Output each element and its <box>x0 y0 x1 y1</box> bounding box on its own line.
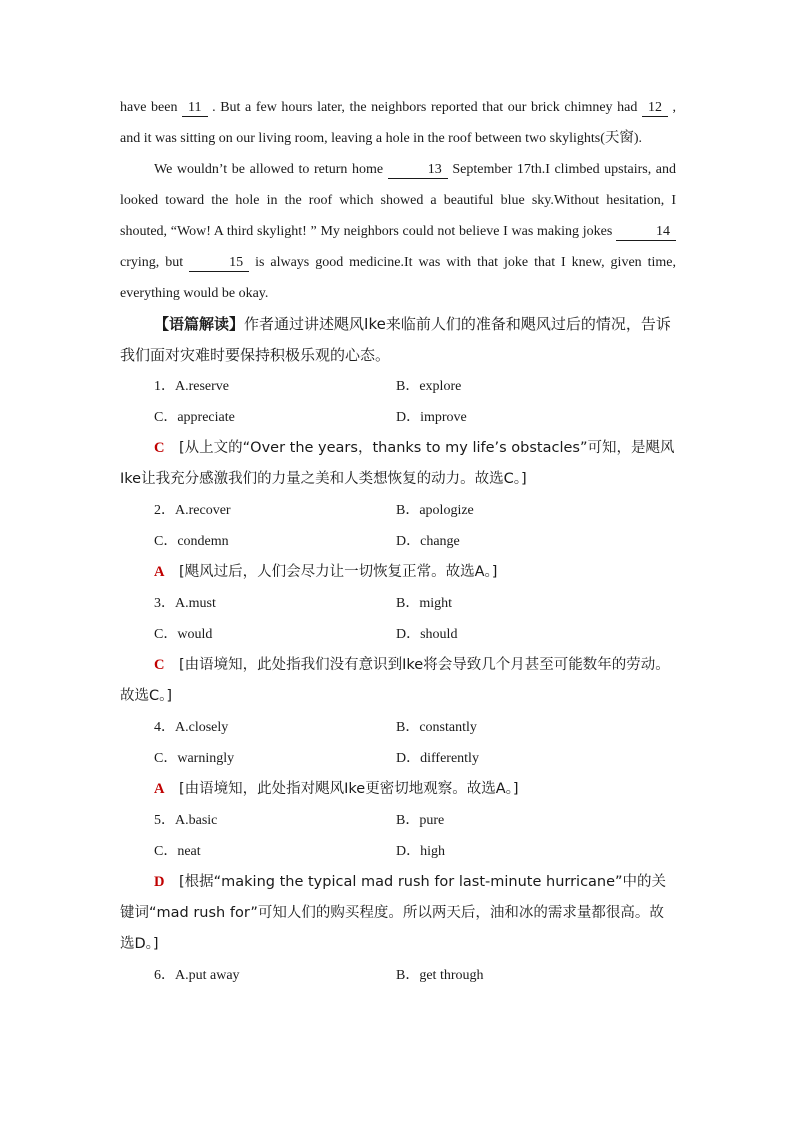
option-a: A.put away <box>175 968 240 983</box>
option-a: A.reserve <box>175 379 230 394</box>
option-a: A.recover <box>175 503 231 518</box>
answer-explanation: [根据“making the typical mad rush for last-minute hurricane”中的关键词“mad rush for”可知人们的购买程度。所以两天后，油和冰的需求量都很高。故选D。] <box>120 874 667 952</box>
option-b: B．constantly <box>396 720 477 735</box>
answer-letter: A <box>154 781 165 797</box>
blank-13: 13 <box>388 162 448 179</box>
question-2-options-row-2 <box>120 526 676 557</box>
summary-label: 【语篇解读】 <box>154 315 245 333</box>
question-4-options-row-2 <box>120 743 676 774</box>
question-number: 3． <box>154 596 175 611</box>
option-b: B．pure <box>396 813 445 828</box>
question-5-options-row-2 <box>120 836 676 867</box>
option-d: D．differently <box>396 751 479 766</box>
passage-paragraph-1 <box>120 92 676 154</box>
answer-explanation: [由语境知，此处指我们没有意识到Ike将会导致几个月甚至可能数年的劳动。故选C。] <box>120 657 670 704</box>
passage-text: , and it was sitting on our living room, leaving a hole in the roof between two skylights( <box>120 100 677 146</box>
option-c: C．neat <box>154 844 201 859</box>
document-page <box>120 92 676 991</box>
option-b: B．get through <box>396 968 484 983</box>
question-3-answer <box>120 650 676 712</box>
answer-explanation: [从上文的“Over the years，thanks to my life’s obstacles”可知，是飓风Ike让我充分感激我们的力量之美和人类想恢复的动力。故选C。] <box>120 440 675 487</box>
option-d: D．change <box>396 534 460 549</box>
answer-explanation: [由语境知，此处指对飓风Ike更密切地观察。故选A。] <box>178 781 519 797</box>
question-number: 5． <box>154 813 175 828</box>
option-c: C．appreciate <box>154 410 235 425</box>
question-number: 6． <box>154 968 175 983</box>
question-4-options-row-1 <box>120 712 676 743</box>
question-3-options-row-2 <box>120 619 676 650</box>
answer-letter: D <box>154 874 165 890</box>
option-c: C．would <box>154 627 213 642</box>
answer-explanation: [飓风过后，人们会尽力让一切恢复正常。故选A。] <box>178 564 498 580</box>
question-6-options-row-1 <box>120 960 676 991</box>
passage-summary <box>120 309 676 371</box>
question-5-answer <box>120 867 676 960</box>
passage-text: ). <box>633 131 643 146</box>
answer-letter: C <box>154 657 165 673</box>
answer-letter: A <box>154 564 165 580</box>
question-1-answer <box>120 433 676 495</box>
passage-text: have been <box>120 100 178 115</box>
passage-paragraph-2 <box>120 154 676 309</box>
option-a: A.closely <box>175 720 229 735</box>
question-2-answer <box>120 557 676 588</box>
question-1-options-row-2 <box>120 402 676 433</box>
chinese-gloss: 天窗 <box>604 130 634 146</box>
question-number: 1． <box>154 379 175 394</box>
option-b: B．might <box>396 596 453 611</box>
question-3-options-row-1 <box>120 588 676 619</box>
question-4-answer <box>120 774 676 805</box>
question-number: 4． <box>154 720 175 735</box>
option-b: B．apologize <box>396 503 474 518</box>
option-c: C．warningly <box>154 751 235 766</box>
passage-text: September 17th.I climbed upstairs, and looked toward the hole in the roof which showed a beautiful blue sky.Without hesitation, I shouted, “Wow! A third skylight! ” My neighbors could not believe I was making jokes <box>120 162 677 239</box>
blank-11: 11 <box>182 100 207 117</box>
answer-letter: C <box>154 440 165 456</box>
passage-text: . But a few hours later, the neighbors reported that our brick chimney had <box>212 100 638 115</box>
passage-text: crying, but <box>120 255 184 270</box>
blank-14: 14 <box>616 224 676 241</box>
passage-text: We wouldn’t be allowed to return home <box>154 162 384 177</box>
option-c: C．condemn <box>154 534 229 549</box>
summary-text: 作者通过讲述飓风Ike来临前人们的准备和飓风过后的情况，告诉我们面对灾难时要保持积极乐观的心态。 <box>120 315 671 364</box>
passage-text: is always good medicine.It was with that joke that I knew, given time, everything would be okay. <box>120 255 677 301</box>
blank-15: 15 <box>189 255 249 272</box>
option-d: D．high <box>396 844 445 859</box>
question-2-options-row-1 <box>120 495 676 526</box>
question-number: 2． <box>154 503 175 518</box>
question-1-options-row-1 <box>120 371 676 402</box>
question-5-options-row-1 <box>120 805 676 836</box>
blank-12: 12 <box>642 100 668 117</box>
option-d: D．should <box>396 627 458 642</box>
option-b: B．explore <box>396 379 462 394</box>
option-a: A.basic <box>175 813 218 828</box>
option-a: A.must <box>175 596 216 611</box>
option-d: D．improve <box>396 410 467 425</box>
